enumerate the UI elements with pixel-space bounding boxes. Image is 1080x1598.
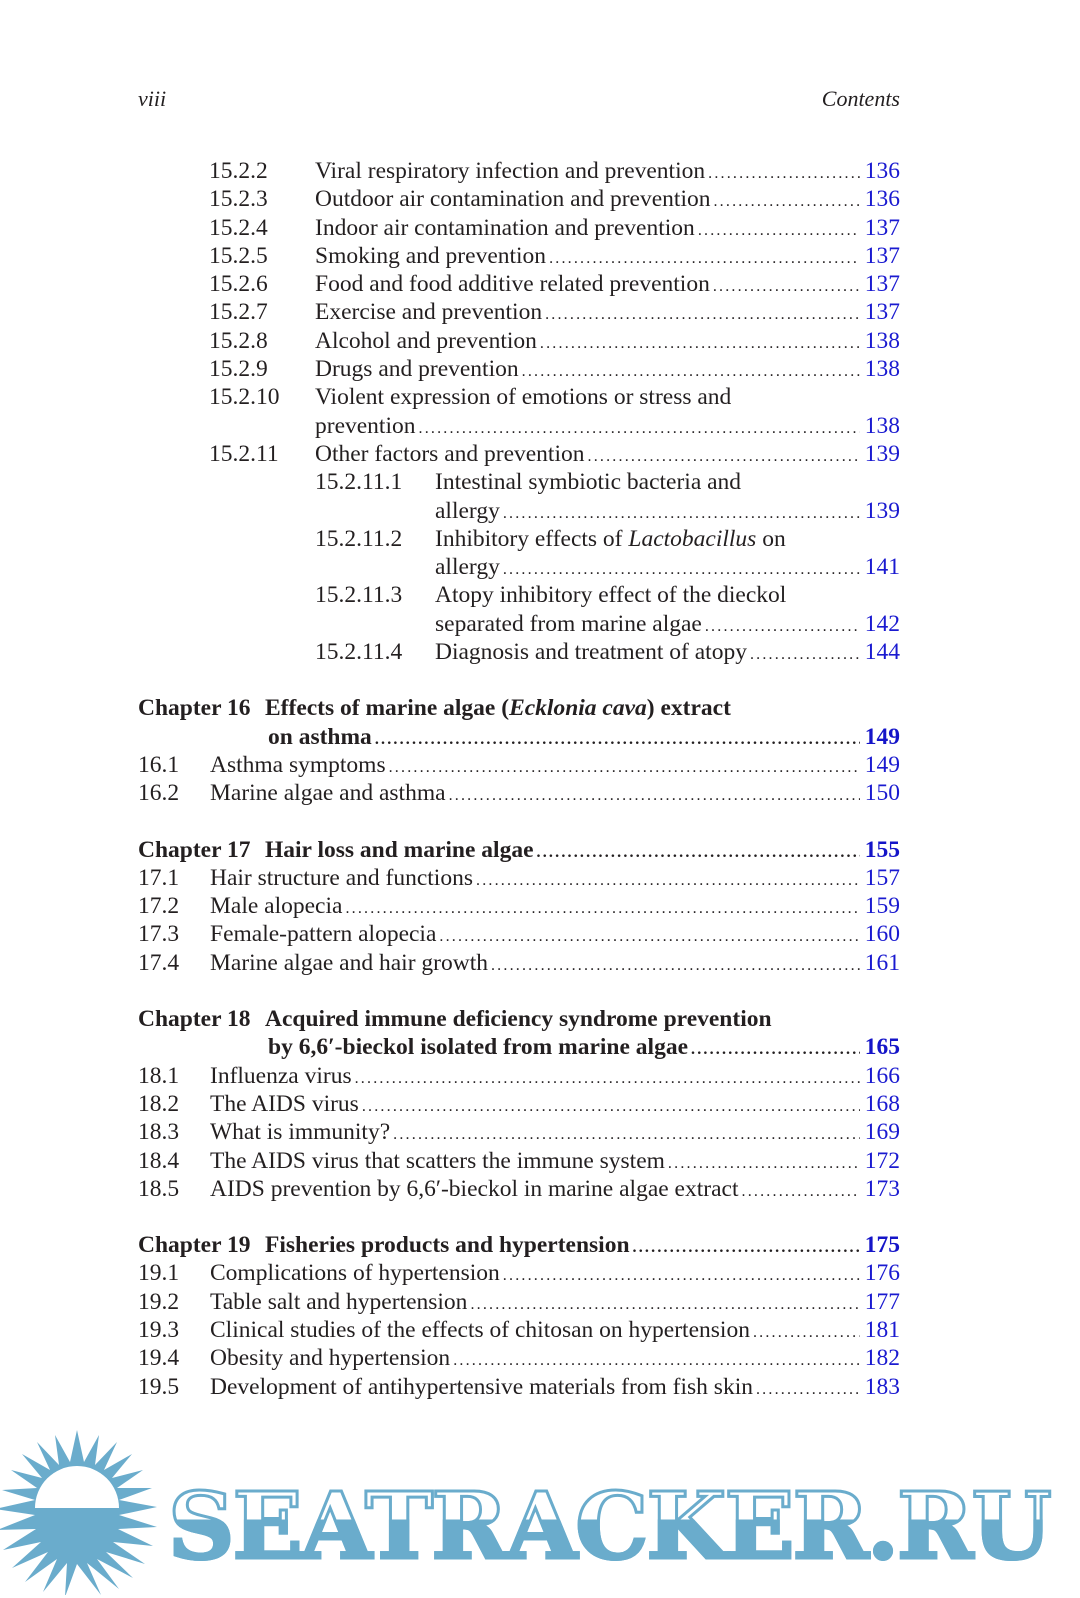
entry-title: Indoor air contamination and prevention (315, 214, 695, 241)
dot-leader (389, 754, 860, 782)
page-link[interactable]: 138 (861, 327, 900, 355)
entry-number: 15.2.5 (209, 242, 268, 269)
entry-title: Alcohol and prevention (315, 327, 537, 354)
section-title: Contents (821, 86, 900, 111)
dot-leader (549, 245, 860, 273)
toc-entry[interactable] (0, 920, 1080, 948)
entry-number: 15.2.7 (209, 299, 268, 326)
page-link[interactable]: 175 (861, 1231, 900, 1259)
dot-leader (708, 160, 860, 188)
toc-entry[interactable] (0, 1316, 1080, 1344)
entry-title: Hair structure and functions (210, 864, 473, 891)
entry-title: Smoking and prevention (315, 242, 547, 269)
toc-entry[interactable] (0, 864, 1080, 892)
page-link[interactable]: 137 (861, 214, 900, 242)
entry-number: 15.2.8 (209, 327, 268, 354)
page-link[interactable]: 138 (861, 355, 900, 383)
dot-leader (537, 839, 860, 867)
entry-title: AIDS prevention by 6,6′-bieckol in marine algae extract (210, 1175, 739, 1202)
toc-entry[interactable] (0, 1288, 1080, 1316)
toc-entry[interactable] (0, 185, 1080, 213)
entry-title: Marine algae and asthma (210, 780, 446, 807)
page-link[interactable]: 160 (861, 920, 900, 948)
entry-title: Development of antihypertensive materials from fish skin (210, 1373, 753, 1400)
toc-entry[interactable] (0, 1147, 1080, 1175)
entry-title: Outdoor air contamination and prevention (315, 186, 711, 213)
dot-leader (453, 1347, 860, 1375)
entry-number: 15.2.11.3 (315, 582, 403, 609)
toc-entry[interactable] (0, 383, 1080, 411)
entry-title: Female-pattern alopecia (210, 921, 437, 948)
entry-number: 18.1 (138, 1062, 180, 1089)
title-italic-text: Lactobacillus (628, 525, 757, 552)
entry-title: Obesity and hypertension (210, 1345, 451, 1372)
entry-title: allergy (435, 554, 500, 581)
chapter-label: Chapter 19 (138, 1232, 251, 1259)
entry-number: 17.3 (138, 921, 180, 948)
page-link[interactable]: 165 (861, 1033, 900, 1061)
page-link[interactable]: 137 (861, 298, 900, 326)
dot-leader (491, 952, 860, 980)
toc-entry[interactable] (0, 779, 1080, 807)
dot-leader (439, 923, 860, 951)
page-link[interactable]: 137 (861, 270, 900, 298)
entry-number: 17.2 (138, 893, 180, 920)
page-link[interactable]: 155 (861, 836, 900, 864)
title-text: Effects of marine algae ( (265, 695, 510, 722)
page-link[interactable]: 149 (861, 723, 900, 751)
dot-leader (588, 443, 861, 471)
toc-entry[interactable] (0, 214, 1080, 242)
page-link[interactable]: 142 (861, 610, 900, 638)
entry-title (435, 525, 786, 553)
dot-leader (540, 330, 860, 358)
entry-title: Viral respiratory infection and prevention (315, 158, 706, 184)
entry-title: Influenza virus (210, 1062, 352, 1089)
page-link[interactable]: 149 (861, 751, 900, 779)
dot-leader (668, 1150, 860, 1178)
entry-number: 16.2 (138, 780, 180, 807)
chapter-heading-continuation[interactable] (0, 723, 1080, 751)
toc-entry[interactable] (0, 327, 1080, 355)
dot-leader (503, 1262, 860, 1290)
chapter-title: Acquired immune deficiency syndrome prevention (265, 1006, 772, 1033)
entry-number: 17.1 (138, 864, 180, 891)
running-head (138, 86, 900, 112)
entry-title: Drugs and prevention (315, 356, 519, 383)
toc-entry-continuation[interactable] (0, 412, 1080, 440)
toc-entry[interactable] (0, 298, 1080, 326)
toc-entry[interactable] (0, 892, 1080, 920)
entry-title: separated from marine algae (435, 610, 702, 637)
entry-number: 15.2.11.4 (315, 639, 403, 666)
watermark-text: SEATRACKER.RU (168, 1472, 1050, 1580)
entry-title: The AIDS virus that scatters the immune system (210, 1147, 665, 1174)
entry-title: What is immunity? (210, 1119, 391, 1146)
page-link[interactable]: 139 (861, 497, 900, 525)
toc-entry[interactable] (0, 1175, 1080, 1203)
page-link[interactable]: 141 (861, 553, 900, 581)
entry-number: 18.5 (138, 1175, 180, 1202)
table-of-contents (0, 157, 1080, 1401)
entry-title: Marine algae and hair growth (210, 949, 488, 976)
chapter-label: Chapter 18 (138, 1006, 251, 1033)
page-link[interactable]: 157 (861, 864, 900, 892)
entry-title: Exercise and prevention (315, 299, 543, 326)
toc-entry[interactable] (0, 1062, 1080, 1090)
dot-leader (355, 1065, 860, 1093)
spacer (0, 1203, 1080, 1231)
toc-entry[interactable] (0, 751, 1080, 779)
spacer (0, 666, 1080, 694)
page-link[interactable]: 177 (861, 1288, 900, 1316)
entry-title: prevention (315, 412, 416, 439)
toc-entry[interactable] (0, 1373, 1080, 1401)
page-number: viii (138, 86, 167, 111)
page-link[interactable]: 137 (861, 242, 900, 270)
entry-number: 18.3 (138, 1119, 180, 1146)
toc-entry[interactable] (0, 1118, 1080, 1146)
dot-leader (753, 1319, 860, 1347)
spacer (0, 808, 1080, 836)
page-link[interactable]: 139 (861, 440, 900, 468)
dot-leader (449, 782, 860, 810)
page-link[interactable]: 172 (861, 1147, 900, 1175)
chapter-title: Fisheries products and hypertension (265, 1232, 630, 1259)
entry-title: Other factors and prevention (315, 440, 585, 467)
dot-leader (476, 867, 860, 895)
entry-title: Food and food additive related prevention (315, 271, 710, 298)
page-link[interactable]: 159 (861, 892, 900, 920)
entry-number: 15.2.3 (209, 186, 268, 213)
page-link[interactable]: 183 (861, 1373, 900, 1401)
watermark (0, 1410, 1080, 1598)
page-link[interactable]: 181 (861, 1316, 900, 1344)
dot-leader (375, 726, 860, 754)
entry-number: 17.4 (138, 949, 180, 976)
dot-leader (705, 613, 860, 641)
chapter-heading[interactable] (0, 1231, 1080, 1259)
entry-number: 15.2.11.2 (315, 525, 403, 552)
entry-number: 15.2.11.1 (315, 469, 403, 496)
toc-entry[interactable] (0, 440, 1080, 468)
dot-leader (633, 1234, 860, 1262)
sun-over-sea-icon (0, 1415, 165, 1595)
dot-leader (713, 188, 860, 216)
entry-number: 19.2 (138, 1288, 180, 1315)
chapter-title: by 6,6′-bieckol isolated from marine algae (268, 1034, 688, 1061)
chapter-title (265, 694, 731, 722)
entry-title: Table salt and hypertension (210, 1288, 468, 1315)
entry-title: Diagnosis and treatment of atopy (435, 639, 747, 666)
entry-title: allergy (435, 497, 500, 524)
dot-leader (750, 641, 860, 669)
entry-title: Intestinal symbiotic bacteria and (435, 469, 742, 496)
chapter-heading[interactable] (0, 694, 1080, 722)
page-link[interactable]: 150 (861, 779, 900, 807)
toc-entry[interactable] (0, 1259, 1080, 1287)
dot-leader (419, 415, 861, 443)
entry-number: 15.2.6 (209, 271, 268, 298)
title-italic-text: Ecklonia cava (509, 695, 647, 722)
page-link[interactable]: 136 (861, 185, 900, 213)
toc-entry-continuation[interactable] (0, 553, 1080, 581)
title-text: ) extract (646, 695, 731, 722)
page-link[interactable]: 168 (861, 1090, 900, 1118)
toc-entry[interactable] (0, 355, 1080, 383)
entry-number: 15.2.9 (209, 356, 268, 383)
entry-number: 18.4 (138, 1147, 180, 1174)
page-link[interactable]: 182 (861, 1344, 900, 1372)
toc-entry[interactable] (0, 468, 1080, 496)
entry-number: 19.4 (138, 1345, 180, 1372)
page-link[interactable]: 176 (861, 1259, 900, 1287)
dot-leader (545, 301, 860, 329)
chapter-heading[interactable] (0, 836, 1080, 864)
entry-number: 19.5 (138, 1373, 180, 1400)
dot-leader (698, 217, 860, 245)
toc-entry-continuation[interactable] (0, 610, 1080, 638)
dot-leader (470, 1291, 860, 1319)
chapter-heading-continuation[interactable] (0, 1033, 1080, 1061)
dot-leader (362, 1093, 860, 1121)
title-text: on (756, 525, 786, 552)
entry-title: Asthma symptoms (210, 751, 386, 778)
entry-number: 15.2.11 (209, 440, 279, 467)
dot-leader (345, 895, 860, 923)
page-link[interactable]: 138 (861, 412, 900, 440)
toc-entry[interactable] (0, 1090, 1080, 1118)
entry-title: Atopy inhibitory effect of the dieckol (435, 582, 787, 609)
entry-title: Clinical studies of the effects of chitosan on hypertension (210, 1316, 750, 1343)
toc-entry-continuation[interactable] (0, 497, 1080, 525)
dot-leader (756, 1376, 860, 1404)
toc-entry[interactable] (0, 242, 1080, 270)
dot-leader (503, 500, 860, 528)
entry-number: 15.2.4 (209, 214, 268, 241)
dot-leader (503, 556, 860, 584)
toc-entry[interactable] (0, 270, 1080, 298)
toc-entry[interactable] (0, 949, 1080, 977)
dot-leader (522, 358, 860, 386)
dot-leader (713, 273, 860, 301)
toc-entry[interactable] (0, 157, 1080, 185)
entry-title: Violent expression of emotions or stress and (315, 384, 732, 411)
page-link[interactable]: 161 (861, 949, 900, 977)
entry-number: 15.2.2 (209, 158, 268, 184)
entry-number: 19.1 (138, 1260, 180, 1287)
toc-entry[interactable] (0, 638, 1080, 666)
entry-number: 18.2 (138, 1090, 180, 1117)
chapter-label: Chapter 16 (138, 695, 251, 722)
entry-number: 15.2.10 (209, 384, 280, 411)
dot-leader (393, 1121, 860, 1149)
entry-title: Complications of hypertension (210, 1260, 500, 1287)
chapter-title: on asthma (268, 723, 372, 750)
toc-entry[interactable] (0, 525, 1080, 553)
dot-leader (691, 1036, 860, 1064)
entry-title: Male alopecia (210, 893, 343, 920)
entry-number: 16.1 (138, 751, 180, 778)
page-link[interactable]: 166 (861, 1062, 900, 1090)
chapter-title: Hair loss and marine algae (265, 836, 534, 863)
toc-entry[interactable] (0, 581, 1080, 609)
spacer (0, 977, 1080, 1005)
entry-number: 19.3 (138, 1316, 180, 1343)
entry-title: The AIDS virus (210, 1090, 359, 1117)
dot-leader (742, 1178, 861, 1206)
page-link[interactable]: 144 (861, 638, 900, 666)
chapter-heading[interactable] (0, 1005, 1080, 1033)
chapter-label: Chapter 17 (138, 836, 251, 863)
toc-entry[interactable] (0, 1344, 1080, 1372)
page-link[interactable]: 173 (861, 1175, 900, 1203)
page-link[interactable]: 136 (861, 157, 900, 185)
title-text: Inhibitory effects of (435, 525, 629, 552)
page-link[interactable]: 169 (861, 1118, 900, 1146)
